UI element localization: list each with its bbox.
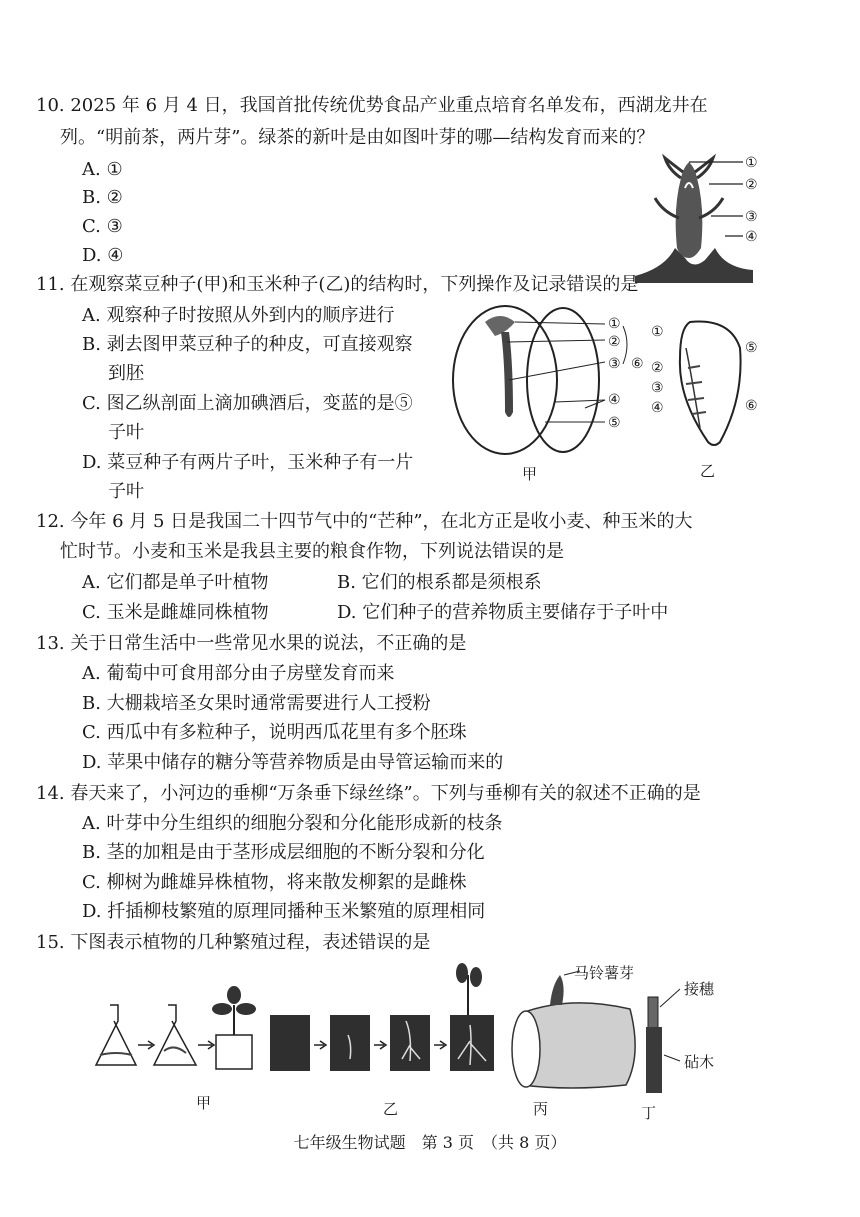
corn-caption: 乙: [700, 462, 716, 480]
leaf-bud-label-4: ④: [745, 229, 758, 245]
q10-option-b: B. ②: [82, 187, 123, 208]
q10-stem-line2: 列。“明前茶，两片芽”。绿茶的新叶是由如图叶芽的哪—结构发育而来的？: [60, 127, 655, 148]
q14-stem: 14. 春天来了，小河边的垂柳“万条垂下绿丝绦”。下列与垂柳有关的叙述不正确的是: [36, 783, 701, 804]
caption-yi: 乙: [383, 1100, 399, 1118]
q11-option-d-line2: 子叶: [108, 481, 144, 502]
rootstock-label: 砧木: [684, 1053, 715, 1071]
page-footer: 七年级生物试题 第 3 页 （共 8 页）: [293, 1133, 567, 1152]
bean-caption: 甲: [522, 465, 538, 483]
q13-stem: 13. 关于日常生活中一些常见水果的说法，不正确的是: [36, 633, 467, 654]
bean-label-1: ①: [608, 316, 621, 332]
q11-option-b-line2: 到胚: [108, 363, 144, 384]
q11-stem: 11. 在观察菜豆种子(甲)和玉米种子(乙)的结构时，下列操作及记录错误的是: [36, 274, 639, 295]
q15-stem: 15. 下图表示植物的几种繁殖过程，表述错误的是: [36, 932, 431, 953]
q11-option-a: A. 观察种子时按照从外到内的顺序进行: [82, 305, 395, 326]
caption-jia: 甲: [196, 1094, 212, 1112]
q11-option-c-line2: 子叶: [108, 422, 144, 443]
q10-option-c: C. ③: [82, 216, 123, 237]
corn-label-6: ⑥: [745, 398, 758, 414]
q10-stem-line1: 10. 2025 年 6 月 4 日，我国首批传统优势食品产业重点培育名单发布，西湖龙井在: [36, 95, 708, 116]
scion-label: 接穗: [684, 980, 715, 998]
q14-option-a: A. 叶芽中分生组织的细胞分裂和分化能形成新的枝条: [82, 813, 503, 834]
bean-label-4: ④: [608, 392, 621, 408]
q11-option-c-line1: C. 图乙纵剖面上滴加碘酒后，变蓝的是⑤: [82, 393, 413, 414]
corn-label-2: ②: [651, 360, 664, 376]
q12-option-c: C. 玉米是雌雄同株植物: [82, 602, 269, 623]
leaf-bud-label-2: ②: [745, 177, 758, 193]
corn-label-5: ⑤: [745, 340, 758, 356]
corn-label-1: ①: [651, 324, 664, 340]
caption-ding: 丁: [641, 1104, 657, 1122]
q13-option-d: D. 苹果中储存的糖分等营养物质是由导管运输而来的: [82, 752, 504, 773]
q13-option-a: A. 葡萄中可食用部分由子房壁发育而来: [82, 663, 395, 684]
q12-stem-line2: 忙时节。小麦和玉米是我县主要的粮食作物，下列说法错误的是: [60, 541, 564, 562]
q10-option-a: A. ①: [82, 159, 123, 180]
q12-option-b: B. 它们的根系都是须根系: [337, 572, 542, 593]
q11-option-d-line1: D. 菜豆种子有两片子叶，玉米种子有一片: [82, 452, 414, 473]
bean-seed-figure: [445, 302, 655, 462]
corn-label-3: ③: [651, 380, 664, 396]
q12-option-d: D. 它们种子的营养物质主要储存于子叶中: [337, 602, 669, 623]
q13-option-b: B. 大棚栽培圣女果时通常需要进行人工授粉: [82, 693, 431, 714]
q12-option-a: A. 它们都是单子叶植物: [82, 572, 269, 593]
bean-label-5: ⑤: [608, 415, 621, 431]
bean-label-6: ⑥: [631, 356, 644, 372]
leaf-bud-label-3: ③: [745, 209, 758, 225]
q14-option-b: B. 茎的加粗是由于茎形成层细胞的不断分裂和分化: [82, 842, 485, 863]
leaf-bud-figure: [625, 148, 765, 288]
q12-stem-line1: 12. 今年 6 月 5 日是我国二十四节气中的“芒种”，在北方正是收小麦、种玉米的大: [36, 511, 693, 532]
q10-option-d: D. ④: [82, 245, 124, 266]
leaf-bud-label-1: ①: [745, 155, 758, 171]
caption-bing: 丙: [533, 1100, 549, 1118]
q13-option-c: C. 西瓜中有多粒种子，说明西瓜花里有多个胚珠: [82, 722, 467, 743]
potato-bud-label: 马铃薯芽: [574, 964, 635, 982]
corn-label-4: ④: [651, 400, 664, 416]
bean-label-2: ②: [608, 334, 621, 350]
q11-option-b-line1: B. 剥去图甲菜豆种子的种皮，可直接观察: [82, 334, 413, 355]
corn-seed-figure: [670, 318, 750, 448]
bean-label-3: ③: [608, 356, 621, 372]
q14-option-d: D. 扦插柳枝繁殖的原理同播种玉米繁殖的原理相同: [82, 901, 486, 922]
q14-option-c: C. 柳树为雌雄异株植物，将来散发柳絮的是雌株: [82, 872, 467, 893]
